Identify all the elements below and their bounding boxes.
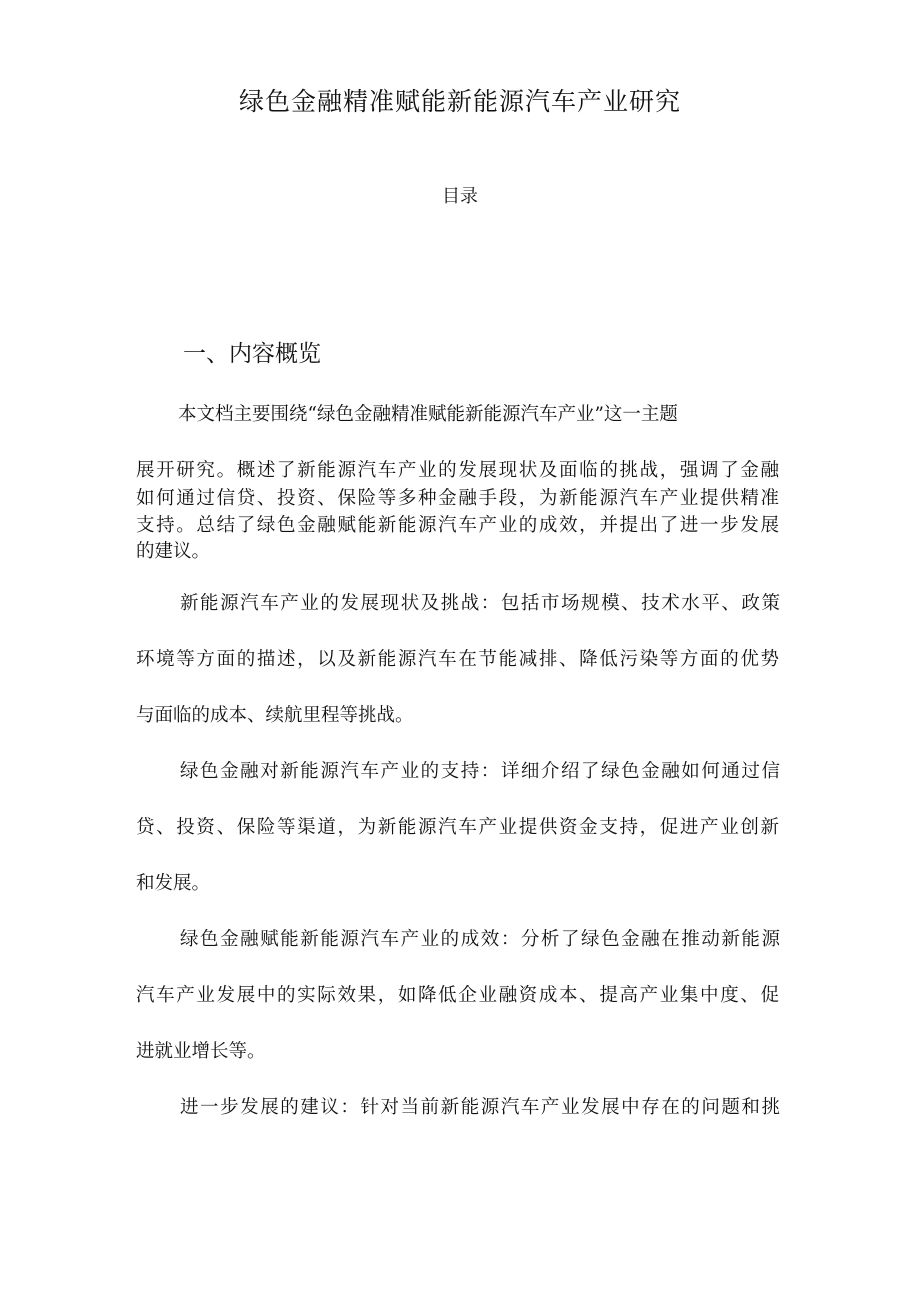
paragraph-line: 汽车产业发展中的实际效果，如降低企业融资成本、提高产业集中度、促 <box>136 985 779 1006</box>
toc-heading: 目录 <box>442 186 478 207</box>
paragraph-line: 与面临的成本、续航里程等挑战。 <box>136 705 414 726</box>
document-title: 绿色金融精准赋能新能源汽车产业研究 <box>238 87 681 116</box>
paragraph-line: 的建议。 <box>136 541 211 562</box>
paragraph-line: 和发展。 <box>136 873 211 894</box>
paragraph-line: 进就业增长等。 <box>136 1041 266 1062</box>
paragraph-line: 本文档主要围绕“绿色金融精准赋能新能源汽车产业”这一主题 <box>178 404 678 425</box>
paragraph-line: 展开研究。概述了新能源汽车产业的发展现状及面临的挑战，强调了金融 <box>136 460 779 481</box>
paragraph-line: 如何通过信贷、投资、保险等多种金融手段，为新能源汽车产业提供精准 <box>136 488 779 509</box>
paragraph-line: 贷、投资、保险等渠道，为新能源汽车产业提供资金支持，促进产业创新 <box>136 817 779 838</box>
paragraph-line: 绿色金融对新能源汽车产业的支持：详细介绍了绿色金融如何通过信 <box>180 761 780 782</box>
paragraph-line: 绿色金融赋能新能源汽车产业的成效：分析了绿色金融在推动新能源 <box>180 929 780 950</box>
paragraph-line: 环境等方面的描述，以及新能源汽车在节能减排、降低污染等方面的优势 <box>136 649 779 670</box>
paragraph-line: 支持。总结了绿色金融赋能新能源汽车产业的成效，并提出了进一步发展 <box>136 515 779 536</box>
paragraph-line: 进一步发展的建议：针对当前新能源汽车产业发展中存在的问题和挑 <box>180 1097 780 1118</box>
paragraph-line: 新能源汽车产业的发展现状及挑战：包括市场规模、技术水平、政策 <box>180 593 780 614</box>
section-heading: 一、内容概览 <box>183 341 321 367</box>
